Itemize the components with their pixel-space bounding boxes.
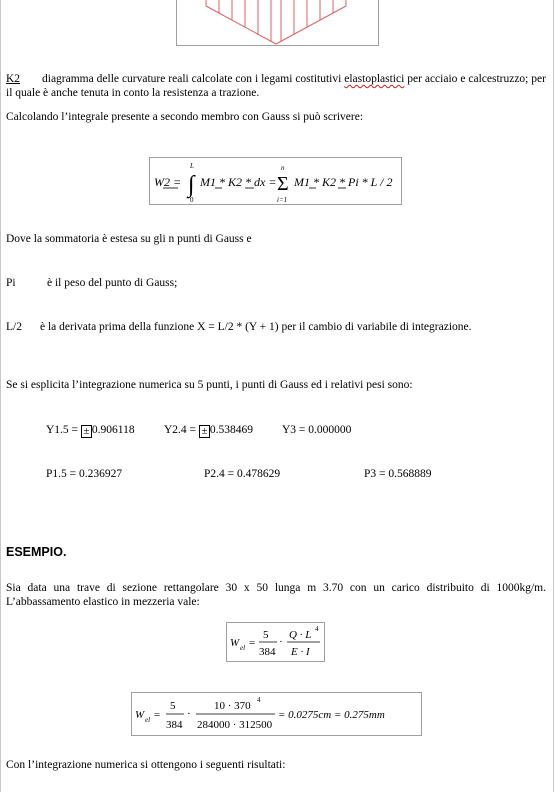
pi-definition	[6, 276, 546, 290]
curvature-diagram	[176, 0, 379, 46]
formula2-num: 5	[263, 629, 269, 641]
pi-symbol: Pi	[6, 277, 16, 289]
gauss-point-1: Y1.5 = ± 0.906118	[46, 424, 135, 437]
formula2-lhs-sub: el	[240, 644, 246, 652]
formula1-sum-body: M1 * K2 * Pi * L / 2	[294, 175, 393, 189]
formula3-lhs-sub: el	[145, 716, 151, 724]
weight-2: P2.4 = 0.478629	[204, 468, 281, 480]
formula3-frac2-exp: 4	[257, 696, 261, 704]
formula2-svg	[227, 623, 324, 661]
formula3-lhs: W	[135, 709, 145, 721]
formula2-frac2-den: E · I	[291, 646, 310, 658]
weight-1: P1.5 = 0.236927	[46, 468, 123, 480]
formula3-result: = 0.0275cm = 0.275mm	[278, 709, 385, 721]
formula1-lhs: W2 =	[154, 175, 182, 189]
formula2-lhs: W	[230, 637, 240, 649]
formula1-sum-bottom: i=1	[277, 196, 288, 204]
l2-text: è la derivata prima della funzione X = L/2 * (Y + 1) per il cambio di variabile di integrazione.	[40, 321, 472, 333]
formula2-eq: =	[249, 637, 256, 649]
k2-definition	[6, 72, 546, 100]
formula1-integrand: M1 * K2 * dx =	[200, 175, 277, 189]
para-sum: Dove la sommatoria è estesa su gli n punti di Gauss e	[6, 233, 252, 245]
pi-text: è il peso del punto di Gauss;	[47, 277, 178, 289]
para-explicit: Se si esplicita l’integrazione numerica su 5 punti, i punti di Gauss ed i relativi pesi sono:	[6, 379, 413, 391]
formula1-sum-top: n	[281, 164, 285, 172]
formula3-eq: =	[154, 709, 161, 721]
k2-text-b: per acciaio e calcestruzzo; per il quale è anche tenuta in conto la resistenza a trazione.	[6, 73, 546, 99]
formula-deflection-numeric	[131, 692, 422, 736]
gauss-point-2: Y2.4 = ± 0.538469	[164, 424, 254, 437]
formula1-upper: L	[190, 162, 194, 170]
section-heading: ESEMPIO.	[6, 545, 67, 559]
plus-minus-box: ±	[199, 425, 210, 438]
plus-minus-box: ±	[81, 425, 92, 438]
page-edge-left	[0, 0, 1, 792]
k2-symbol: K2	[6, 73, 21, 85]
formula2-dot: ·	[279, 636, 283, 648]
l2-definition	[6, 320, 546, 334]
gauss-point-3: Y3 = 0.000000	[282, 424, 352, 436]
formula1-lower: 0	[190, 196, 194, 204]
formula3-frac2-den: 284000 · 312500	[197, 719, 273, 731]
para-example: Sia data una trave di sezione rettangolare 30 x 50 lunga m 3.70 con un carico distribuito di 1000kg/m. L’abbassamento elastico in mezzeria vale:	[6, 582, 546, 608]
formula2-den: 384	[259, 646, 276, 658]
k2-squiggle-word: elastoplastici	[344, 73, 405, 85]
weight-3: P3 = 0.568889	[364, 468, 432, 480]
formula-deflection-general	[226, 622, 325, 662]
k2-text-a: diagramma delle curvature reali calcolate con i legami costitutivi	[42, 73, 345, 85]
formula-integral	[149, 157, 402, 205]
formula2-frac2-num: Q · L	[289, 629, 312, 641]
integral-sign: ∫	[188, 172, 195, 198]
formula2-frac2-exp: 4	[315, 625, 319, 633]
formula3-num: 5	[170, 700, 176, 712]
formula-integral-svg	[150, 158, 401, 204]
formula3-den: 384	[166, 719, 183, 731]
para-results: Con l’integrazione numerica si ottengono i seguenti risultati:	[6, 759, 286, 771]
curvature-diagram-svg	[176, 0, 379, 46]
formula3-frac2-num: 10 · 370	[214, 700, 251, 712]
formula3-dot: ·	[187, 708, 191, 720]
formula3-svg	[132, 693, 421, 735]
l2-symbol: L/2	[6, 321, 22, 333]
summation-sign: Σ	[277, 173, 289, 195]
para-integral: Calcolando l’integrale presente a secondo membro con Gauss si può scrivere:	[6, 111, 364, 123]
